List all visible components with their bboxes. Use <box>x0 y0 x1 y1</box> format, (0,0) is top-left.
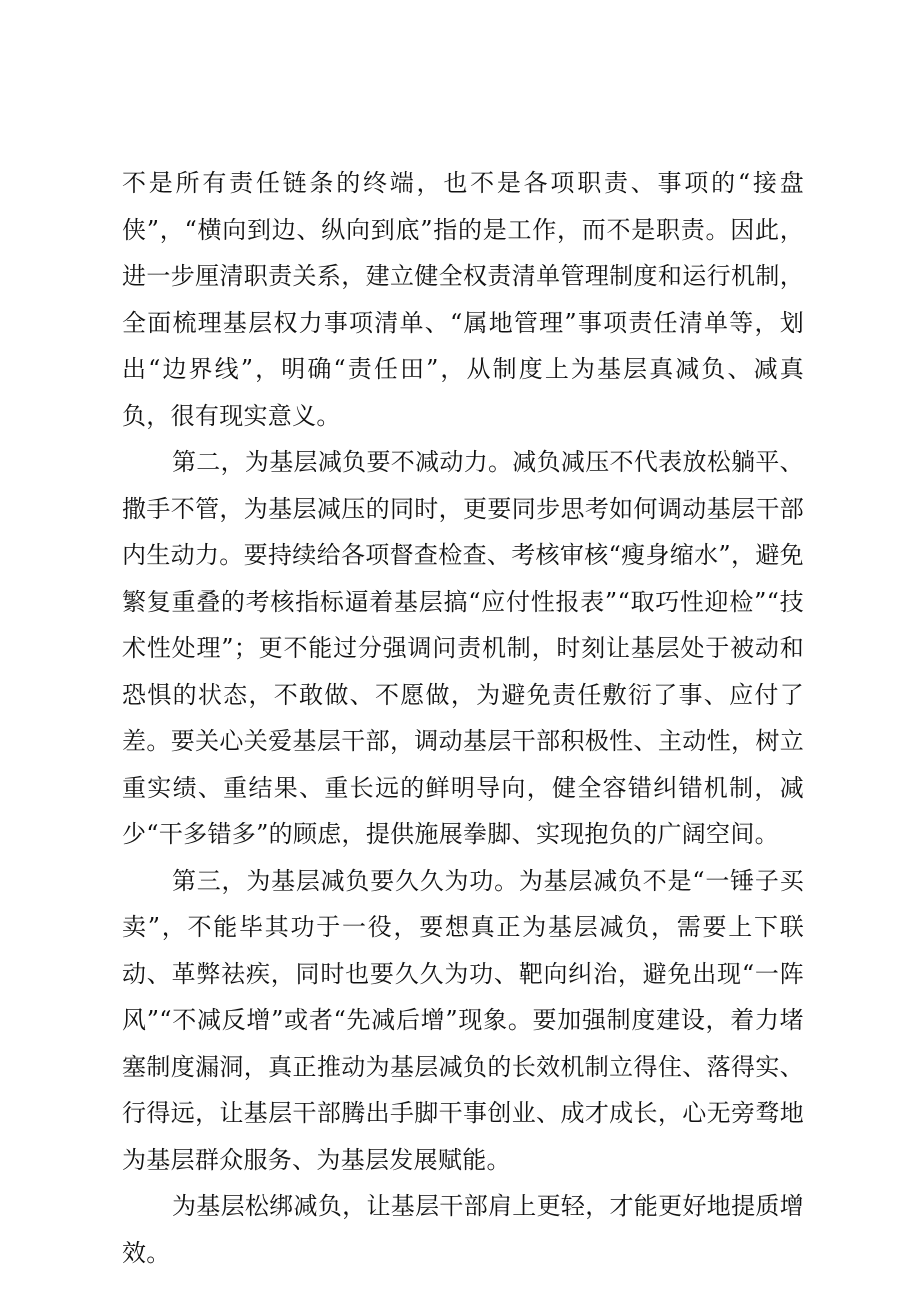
document-body <box>122 160 804 1276</box>
paragraph-third-point: 第三，为基层减负要久久为功。为基层减负不是“一锤子买卖”，不能毕其功于一役，要想真正为基层减负，需要上下联动、革弊祛疾，同时也要久久为功、靶向纠治，避免出现“一阵风”“不减反增”或者“先减后增”现象。要加强制度建设，着力堵塞制度漏洞，真正推动为基层减负的长效机制立得住、落得实、行得远，让基层干部腾出手脚干事创业、成才成长，心无旁骛地为基层群众服务、为基层发展赋能。 <box>122 866 804 1174</box>
paragraph-continuation: 不是所有责任链条的终端，也不是各项职责、事项的“接盘侠”，“横向到边、纵向到底”指的是工作，而不是职责。因此，进一步厘清职责关系，建立健全权责清单管理制度和运行机制，全面梳理基层权力事项清单、“属地管理”事项责任清单等，划出“边界线”，明确“责任田”，从制度上为基层真减负、减真负，很有现实意义。 <box>122 169 804 430</box>
paragraph-second-point: 第二，为基层减负要不减动力。减负减压不代表放松躺平、撒手不管，为基层减压的同时，更要同步思考如何调动基层干部内生动力。要持续给各项督查检查、考核审核“瘦身缩水”，避免繁复重叠的考核指标逼着基层搞“应付性报表”“取巧性迎检”“技术性处理”；更不能过分强调问责机制，时刻让基层处于被动和恐惧的状态，不敢做、不愿做，为避免责任敷衍了事、应付了差。要关心关爱基层干部，调动基层干部积极性、主动性，树立重实绩、重结果、重长远的鲜明导向，健全容错纠错机制，减少“干多错多”的顾虑，提供施展拳脚、实现抱负的广阔空间。 <box>122 448 804 848</box>
paragraph-conclusion: 为基层松绑减负，让基层干部肩上更轻，才能更好地提质增效。 <box>122 1192 804 1267</box>
